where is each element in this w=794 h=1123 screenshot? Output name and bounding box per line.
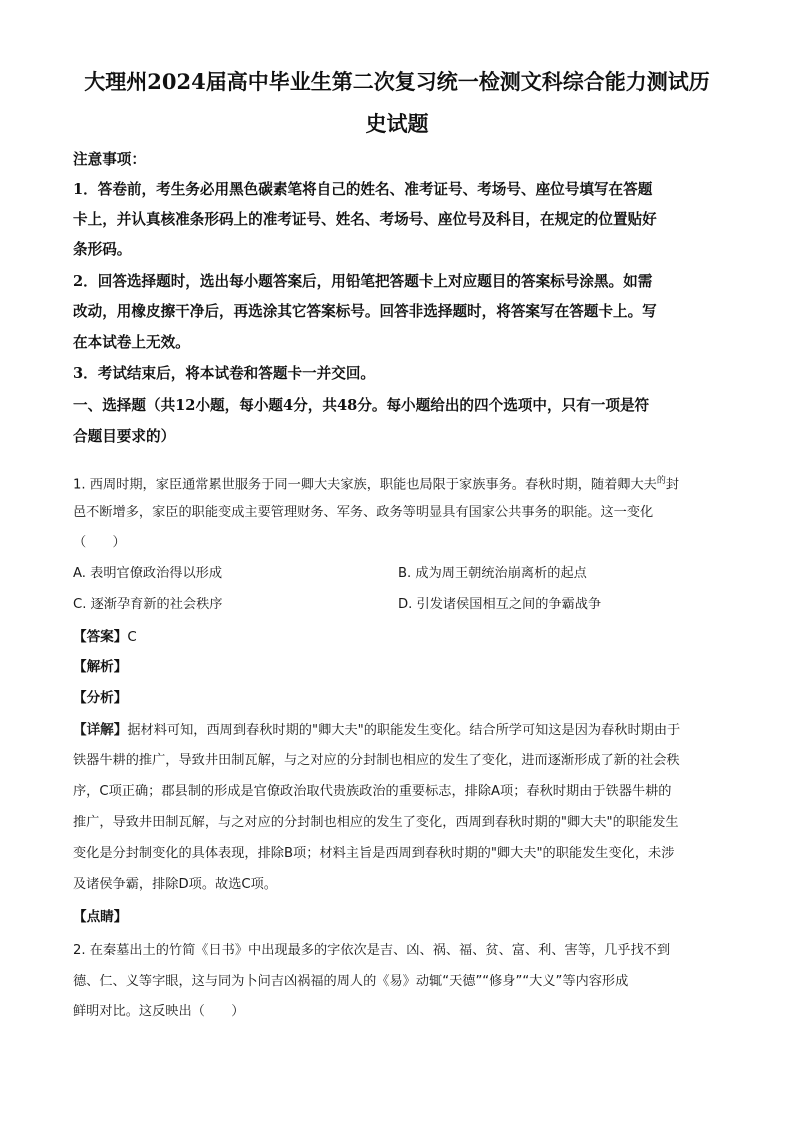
q1-stem-line-1-text: 1. 西周时期，家臣通常累世服务于同一卿大夫家族，职能也局限于家族事务。春秋时期，随着卿大夫 bbox=[73, 477, 657, 493]
q1-stem-line-2: 邑不断增多，家臣的职能变成主要管理财务、军务、政务等明显具有国家公共事务的职能。这一变化 bbox=[73, 505, 654, 520]
q1-stem-sup: 的 bbox=[656, 476, 666, 486]
detail-line-5: 变化是分封制变化的具体表现，排除B项；材料主旨是西周到春秋时期的"卿大夫"的职能发生变化，未涉 bbox=[73, 846, 675, 861]
detail-tag: 【详解】 bbox=[73, 722, 128, 738]
answer-tag: 【答案】 bbox=[73, 629, 128, 645]
detail-line-4: 推广，导致井田制瓦解，与之对应的分封制也相应的发生了变化，西周到春秋时期的"卿大夫"的职能发生 bbox=[73, 815, 679, 830]
note-1-line-3: 条形码。 bbox=[73, 241, 132, 258]
q1-option-a: A. 表明官僚政治得以形成 bbox=[73, 566, 223, 581]
section-heading-line-2: 合题目要求的） bbox=[73, 428, 176, 445]
detail-line-1-text: 据材料可知，西周到春秋时期的"卿大夫"的职能发生变化。结合所学可知这是因为春秋时期由于 bbox=[127, 723, 681, 738]
notes-heading: 注意事项： bbox=[73, 151, 146, 168]
q2-stem-line-3: 鲜明对比。这反映出（ ） bbox=[73, 1004, 245, 1019]
note-2-line-2: 改动，用橡皮擦干净后，再选涂其它答案标号。回答非选择题时，将答案写在答题卡上。写 bbox=[73, 303, 657, 320]
section-heading-line-1: 一、选择题（共12小题，每小题4分，共48分。每小题给出的四个选项中，只有一项是符 bbox=[73, 397, 650, 414]
note-3-line-1: 3．考试结束后，将本试卷和答题卡一并交回。 bbox=[73, 365, 376, 382]
note-1-line-2: 卡上，并认真核准条形码上的准考证号、姓名、考场号、座位号及科目，在规定的位置贴好 bbox=[73, 211, 657, 228]
q1-stem-line-1-end: 封 bbox=[665, 477, 680, 493]
q1-option-c: C. 逐渐孕育新的社会秩序 bbox=[73, 597, 223, 612]
detail-line-1 bbox=[73, 720, 723, 741]
detail-line-6: 及诸侯争霸，排除D项。故选C项。 bbox=[73, 877, 277, 892]
q2-stem-line-1: 2. 在秦墓出土的竹简《日书》中出现最多的字依次是吉、凶、祸、福、贫、富、利、害等，几乎找不到 bbox=[73, 943, 671, 958]
note-2-line-3: 在本试卷上无效。 bbox=[73, 334, 190, 351]
doc-title-line-2: 史试题 bbox=[365, 111, 429, 136]
analysis-tag: 【解析】 bbox=[73, 659, 128, 675]
answer-value: C bbox=[127, 630, 137, 645]
fenxi-tag: 【分析】 bbox=[73, 690, 128, 706]
q1-answer bbox=[73, 627, 723, 648]
q1-option-d: D. 引发诸侯国相互之间的争霸战争 bbox=[398, 597, 602, 612]
q1-option-b: B. 成为周王朝统治崩离析的起点 bbox=[398, 566, 587, 581]
detail-line-3: 序，C项正确；郡县制的形成是官僚政治取代贵族政治的重要标志，排除A项；春秋时期由于铁器牛耕的 bbox=[73, 784, 672, 799]
q1-stem-line-3: （ ） bbox=[73, 535, 126, 550]
q1-stem-line-1 bbox=[73, 471, 723, 495]
dianjing-tag: 【点睛】 bbox=[73, 909, 128, 925]
note-2-line-1: 2．回答选择题时，选出每小题答案后，用铅笔把答题卡上对应题目的答案标号涂黑。如需 bbox=[73, 273, 653, 290]
q2-stem-line-2: 德、仁、义等字眼，这与同为卜问吉凶祸福的周人的《易》动辄“天德”“修身”“大义”等内容形成 bbox=[73, 974, 629, 989]
doc-title-line-1: 大理州2024届高中毕业生第二次复习统一检测文科综合能力测试历 bbox=[84, 69, 710, 94]
detail-line-2: 铁器牛耕的推广，导致井田制瓦解，与之对应的分封制也相应的发生了变化，进而逐渐形成了新的社会秩 bbox=[73, 753, 680, 768]
note-1-line-1: 1．答卷前，考生务必用黑色碳素笔将自己的姓名、准考证号、考场号、座位号填写在答题 bbox=[73, 181, 653, 198]
